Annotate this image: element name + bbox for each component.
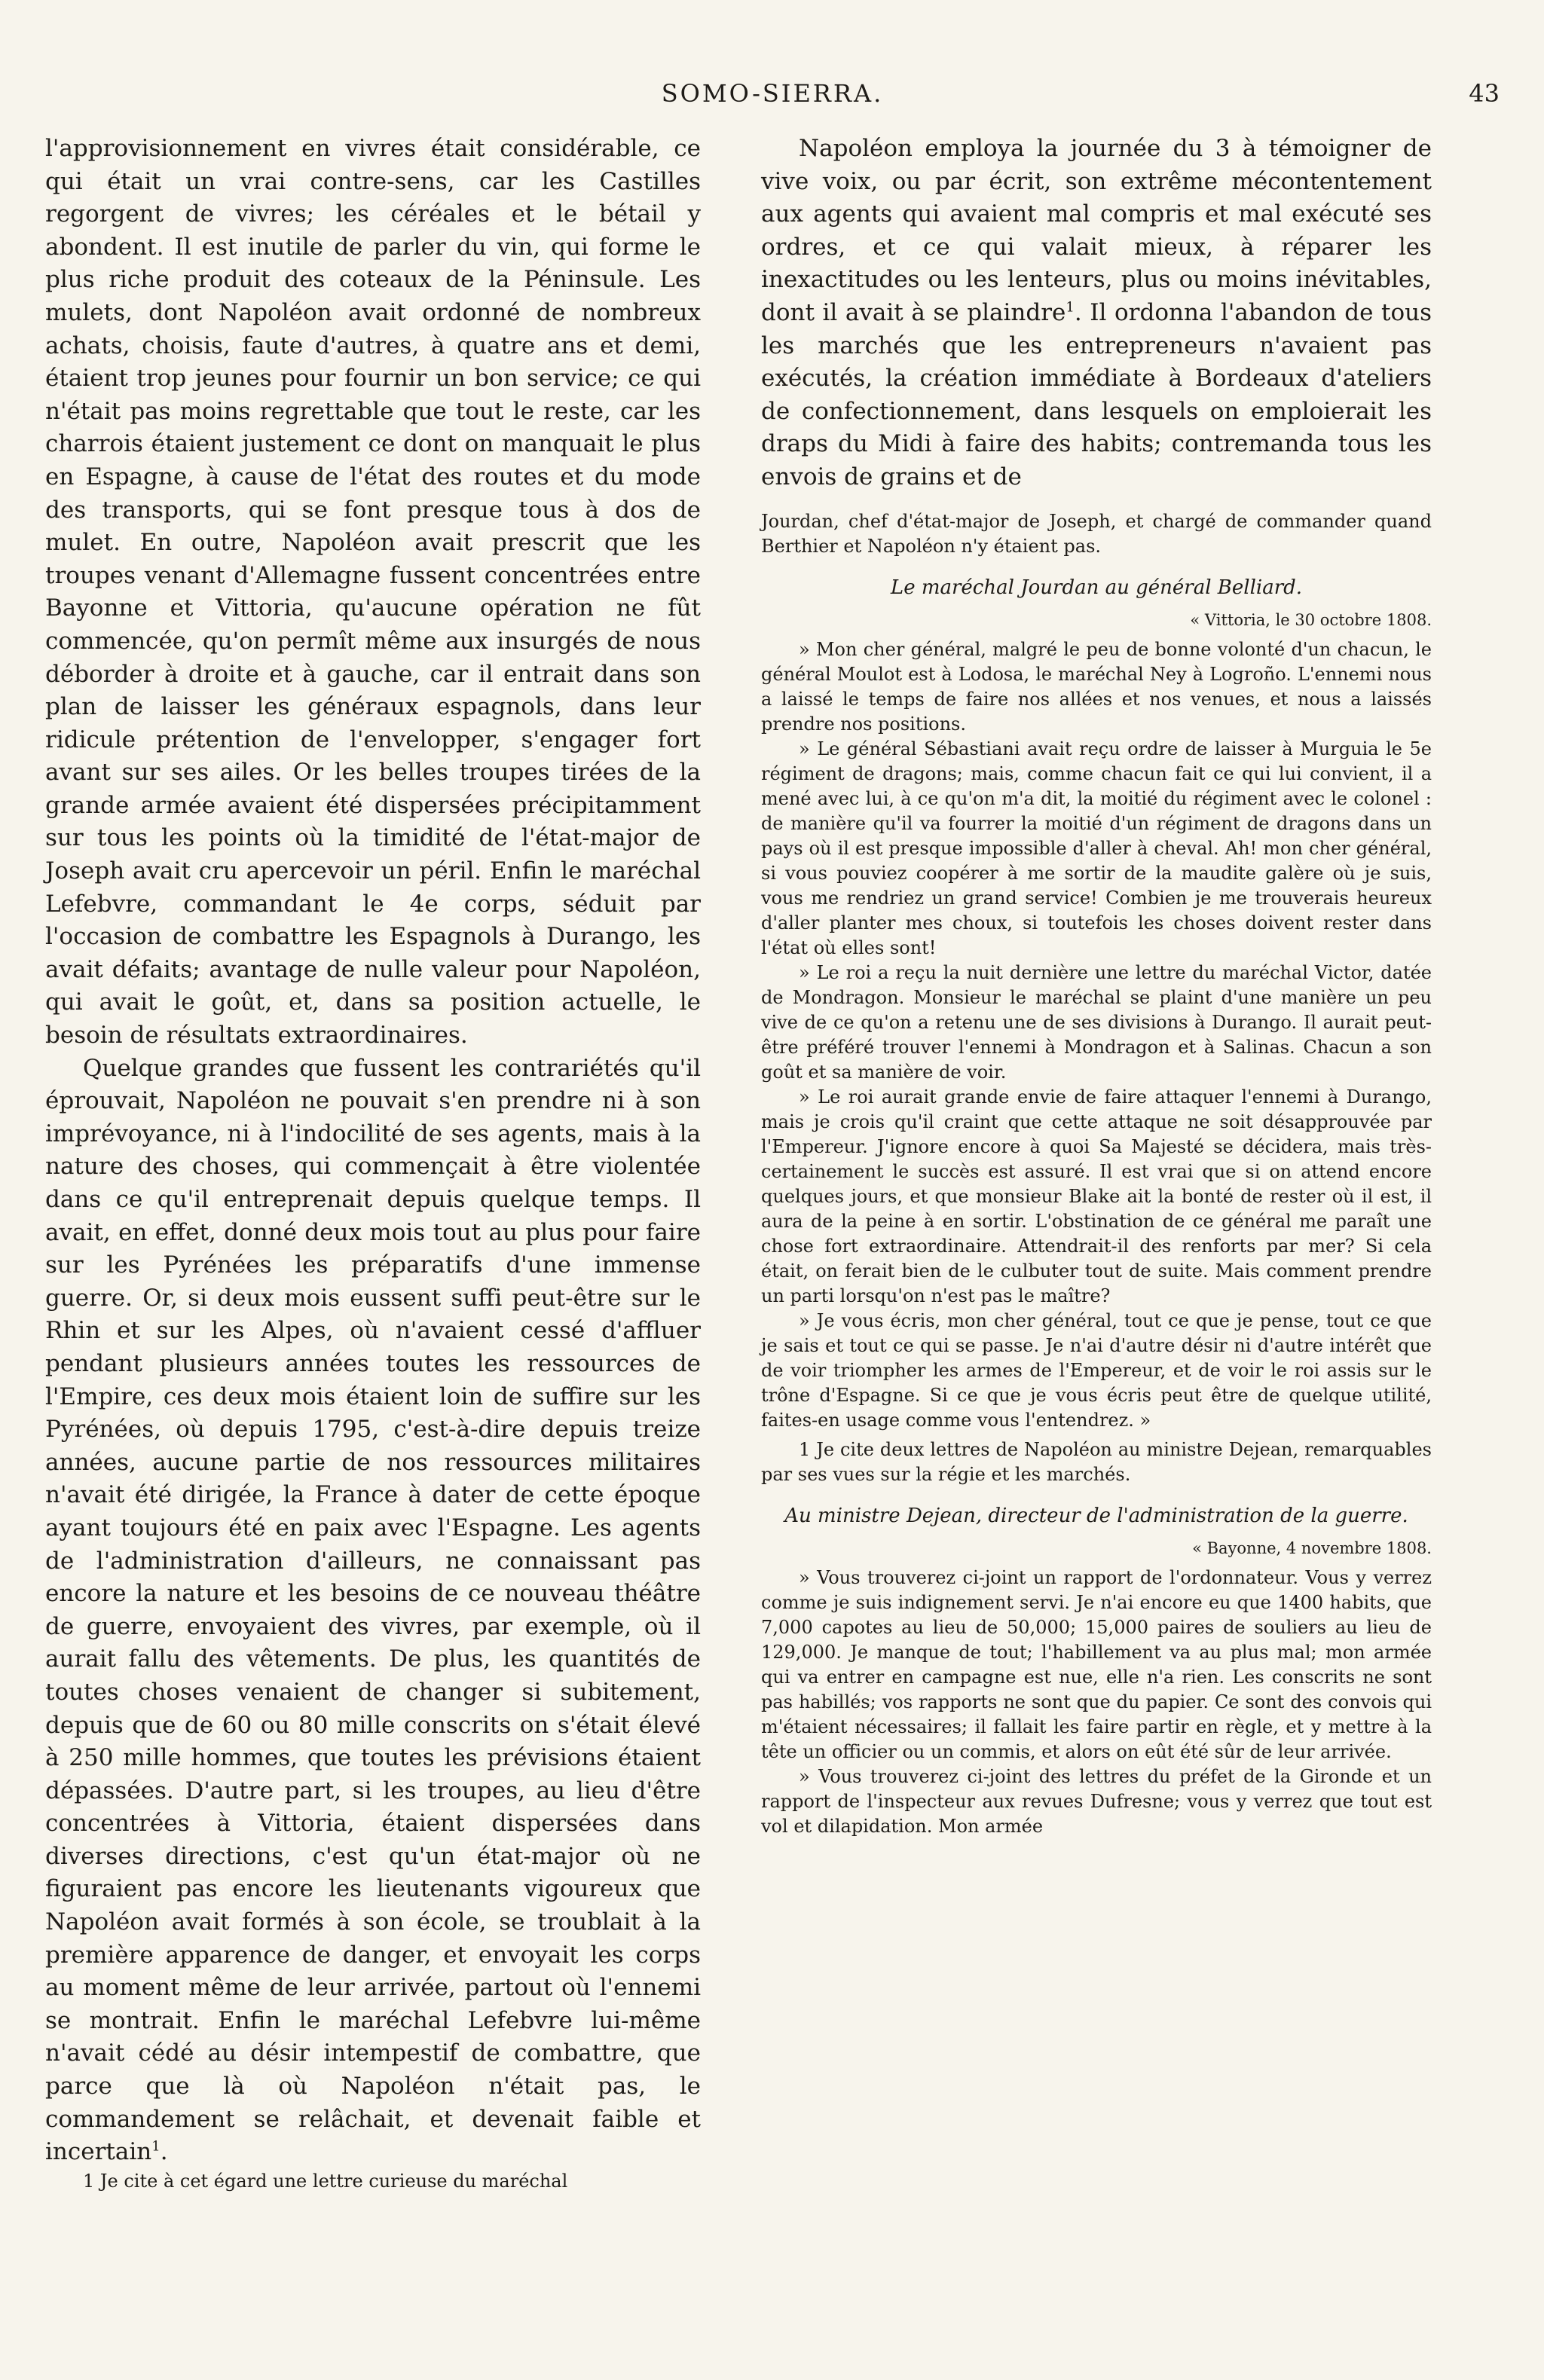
running-title: SOMO-SIERRA. — [661, 79, 884, 108]
letter-dateline: « Vittoria, le 30 octobre 1808. — [1190, 610, 1432, 629]
letter-paragraph: » Le général Sébastiani avait reçu ordre de laisser à Murguia le 5e régiment de dragons; mais, comme chacun fait ce qui lui convient, il a mené avec lui, à ce qu'on m'a dit, la moitié du régiment avec le colonel : de manière qu'il va fourrer la moitié d'un régiment de dragons dans un pays où il est presque impossible d'aller à cheval. Ah! mon cher général, si vous pouviez coopérer à me sortir de la maudite galère où je suis, vous me rendriez un grand service! Combien je me trouverais heureux d'aller planter mes choux, si toutefois les choses doivent rester dans l'état où elles sont! — [761, 738, 1432, 958]
paragraph: l'approvisionnement en vivres était considérable, ce qui était un vrai contre-sens, car les Castilles regorgent de vivres; les céréales et le bétail y abondent. Il est inutile de parler du vin, qui forme le plus riche produit des coteaux de la Péninsule. Les mulets, dont Napoléon avait ordonné de nombreux achats, choisis, faute d'autres, à quatre ans et demi, étaient trop jeunes pour fournir un bon service; ce qui n'était pas moins regrettable que tout le reste, car les charrois étaient justement ce dont on manquait le plus en Espagne, à cause de l'état des routes et du mode des transports, qui se font presque tous à dos de mulet. En outre, Napoléon avait prescrit que les troupes venant d'Allemagne fussent concentrées entre Bayonne et Vittoria, qu'aucune opération ne fût commencée, qu'on permît même aux insurgés de nous déborder à droite et à gauche, car il entrait dans son plan de laisser les généraux espagnols, dans leur ridicule prétention de l'envelopper, s'engager fort avant sur ses ailes. Or les belles troupes tirées de la grande armée avaient été dispersées précipitamment sur tous les points où la timidité de l'état-major de Joseph avait cru apercevoir un péril. Enfin le maréchal Lefebvre, commandant le 4e corps, séduit par l'occasion de combattre les Espagnols à Durango, les avait défaits; avantage de nulle valeur pour Napoléon, qui avait le goût, et, dans sa position actuelle, le besoin de résultats extraordinaires. — [45, 135, 701, 1049]
paragraph — [761, 133, 1432, 494]
page-header — [45, 75, 1500, 121]
letter-paragraph: » Vous trouverez ci-joint un rapport de l'ordonnateur. Vous y verrez comme je suis indignement servi. Je n'ai encore eu que 1400 habits, que 7,000 capotes au lieu de 50,000; 15,000 paires de souliers au lieu de 129,000. Je manque de tout; l'habillement va au plus mal; mon armée qui va entrer en campagne est nue, elle n'a rien. Les conscrits ne sont pas habillés; vos rapports ne sont que du papier. Ce sont des convois qui m'étaient nécessaires; il fallait les faire partir en règle, et y mettre à la tête un officier ou un commis, et alors on eût été sûr de leur arrivée. — [761, 1566, 1432, 1762]
page-number: 43 — [1469, 79, 1500, 108]
letter-paragraph: » Je vous écris, mon cher général, tout ce que je pense, tout ce que je sais et tout ce qui se passe. Je n'ai d'autre désir ni d'autre intérêt que de voir triompher les armes de l'Empereur, et de voir le roi assis sur le trône d'Espagne. Si ce que je vous écris peut être de quelque utilité, faites-en usage comme vous l'entendrez. » — [761, 1309, 1432, 1431]
footnote-block — [761, 509, 1432, 1839]
letter-title: Le maréchal Jourdan au général Belliard. — [890, 576, 1303, 599]
letter-title: Au ministre Dejean, directeur de l'administration de la guerre. — [784, 1504, 1408, 1527]
letter-paragraph: » Vous trouverez ci-joint des lettres du préfet de la Gironde et un rapport de l'inspecteur aux revues Dufresne; vous y verrez que tout est vol et dilapidation. Mon armée — [761, 1765, 1432, 1837]
letter-paragraph: » Mon cher général, malgré le peu de bonne volonté d'un chacun, le général Moulot est à Lodosa, le maréchal Ney à Logroño. L'ennemi nous a laissé le temps de faire nos allées et nos venues, et nous a laissés prendre nos positions. — [761, 638, 1432, 735]
footnote-mark: 1 — [151, 2138, 161, 2155]
footnote: 1 Je cite à cet égard une lettre curieuse du maréchal — [83, 2170, 568, 2192]
paragraph-text: . Il ordonna l'abandon de tous les marchés que les entrepreneurs n'avaient pas exécutés, la création immédiate à Bordeaux d'ateliers de confectionnement, dans lesquels on emploierait les draps du Midi à faire des habits; contremanda tous les envois de grains et de — [761, 298, 1432, 490]
paragraph-text: Napoléon employa la journée du 3 à témoigner de vive voix, ou par écrit, son extrême mécontentement aux agents qui avaient mal compris et mal exécuté ses ordres, et ce qui valait mieux, à réparer les inexactitudes ou les lenteurs, plus ou moins inévitables, dont il avait à se plaindre — [761, 135, 1432, 326]
paragraph: Quelque grandes que fussent les contrariétés qu'il éprouvait, Napoléon ne pouvait s'en prendre ni à son imprévoyance, ni à l'indocilité de ses agents, mais à la nature des choses, qui commençait à être violentée dans ce qu'il entreprenait depuis quelque temps. Il avait, en effet, donné deux mois tout au plus pour faire sur les Pyrénées les préparatifs d'une immense guerre. Or, si deux mois eussent suffi peut-être sur le Rhin et sur les Alpes, où n'avaient cessé d'affluer pendant plusieurs années toutes les ressources de l'Empire, ces deux mois étaient loin de suffire sur les Pyrénées, où depuis 1795, c'est-à-dire depuis treize années, aucune partie de nos ressources militaires n'avait été dirigée, la France à dater de cette époque ayant toujours été en paix avec l'Espagne. Les agents de l'administration d'ailleurs, ne connaissant pas encore la nature et les besoins de ce nouveau théâtre de guerre, envoyaient des vivres, par exemple, où il aurait fallu des vêtements. De plus, les quantités de toutes choses venaient de changer si subitement, depuis que de 60 ou 80 mille conscrits on s'était élevé à 250 mille hommes, que toutes les prévisions étaient dépassées. D'autre part, si les troupes, au lieu d'être concentrées à Vittoria, étaient dispersées dans diverses directions, c'est qu'un état-major où ne figuraient pas encore les lieutenants vigoureux que Napoléon avait formés à son école, se troublait à la première apparence de danger, et envoyait les corps au moment même de leur arrivée, partout où l'ennemi se montrait. Enfin le maréchal Lefebvre lui-même n'avait cédé au désir intempestif de combattre, que parce que là où Napoléon n'était pas, le commandement se relâchait, et devenait faible et incertain$^1$. — [45, 1054, 701, 2166]
left-column — [45, 133, 701, 2194]
footnote-mark: 1 — [1066, 299, 1075, 316]
paragraph-text: Quelque grandes que fussent les contrariétés qu'il éprouvait, Napoléon ne pouvait s'en prendre ni à son imprévoyance, ni à l'indocilité de ses agents, mais à la nature des choses, qui commençait à être violentée dans ce qu'il entreprenait depuis quelque temps. Il avait, en effet, donné deux mois tout au plus pour faire sur les Pyrénées les préparatifs d'une immense guerre. Or, si deux mois eussent suffi peut-être sur le Rhin et sur les Alpes, où n'avaient cessé d'affluer pendant plusieurs années toutes les ressources de l'Empire, ces deux mois étaient loin de suffire sur les Pyrénées, où depuis 1795, c'est-à-dire depuis treize années, aucune partie de nos ressources militaires n'avait été dirigée, la France à dater de cette époque ayant toujours été en paix avec l'Espagne. Les agents de l'administration d'ailleurs, ne connaissant pas encore la nature et les besoins de ce nouveau théâtre de guerre, envoyaient des vivres, par exemple, où il aurait fallu des vêtements. De plus, les quantités de toutes choses venaient de changer si subitement, depuis que de 60 ou 80 mille conscrits on s'était élevé à 250 mille hommes, que toutes les prévisions étaient dépassées. D'autre part, si les troupes, au lieu d'être concentrées à Vittoria, étaient dispersées dans diverses directions, c'est qu'un état-major où ne figuraient pas encore les lieutenants vigoureux que Napoléon avait formés à son école, se troublait à la première apparence de danger, et envoyait les corps au moment même de leur arrivée, partout où l'ennemi se montrait. Enfin le maréchal Lefebvre lui-même n'avait cédé au désir intempestif de combattre, que parce que là où Napoléon n'était pas, le commandement se relâchait, et devenait faible et incertain — [45, 1054, 701, 2166]
footnote: 1 Je cite deux lettres de Napoléon au ministre Dejean, remarquables par ses vues sur la régie et les marchés. — [761, 1438, 1432, 1485]
footnote-continuation: Jourdan, chef d'état-major de Joseph, et chargé de commander quand Berthier et Napoléon n'y étaient pas. — [761, 510, 1432, 557]
letter-paragraph: » Le roi aurait grande envie de faire attaquer l'ennemi à Durango, mais je crois qu'il craint que cette attaque ne soit désapprouvée par l'Empereur. J'ignore encore à quoi Sa Majesté se décidera, mais très-certainement le succès est assuré. Il est vrai que si on attend encore quelques jours, et que monsieur Blake ait la bonté de rester où il est, il aura de la peine à en sortir. L'obstination de ce général me paraît une chose fort extraordinaire. Attendrait-il des renforts par mer? Si cela était, on ferait bien de le culbuter tout de suite. Mais comment prendre un parti lorsqu'on n'est pas le maître? — [761, 1086, 1432, 1306]
letter-dateline: « Bayonne, 4 novembre 1808. — [1192, 1538, 1432, 1557]
right-column — [761, 133, 1432, 1839]
letter-paragraph: » Le roi a reçu la nuit dernière une lettre du maréchal Victor, datée de Mondragon. Monsieur le maréchal se plaint d'une manière un peu vive de ce qu'on a retenu une de ses divisions à Durango. Il aurait peut-être préféré trouver l'ennemi à Mondragon et à Salinas. Chacun a son goût et sa manière de voir. — [761, 961, 1432, 1083]
